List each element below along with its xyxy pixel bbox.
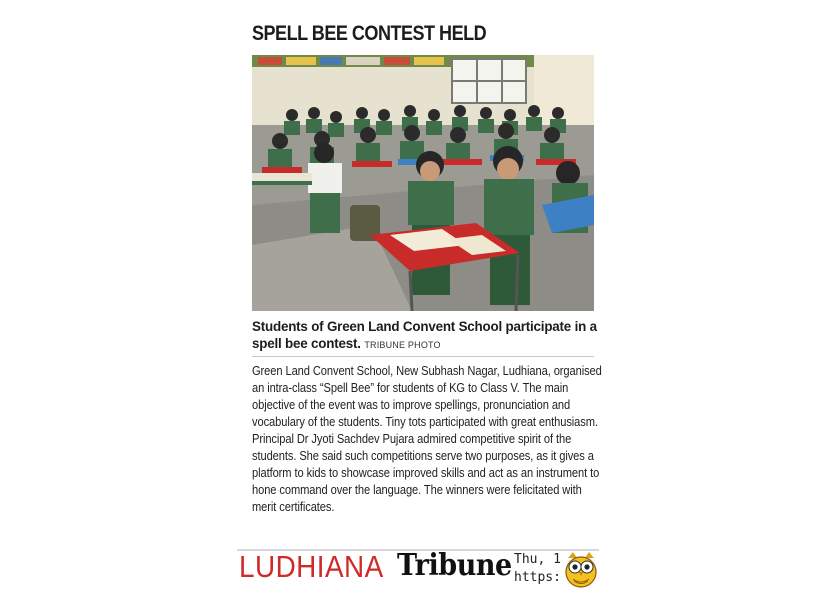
caption-divider (252, 356, 594, 357)
caption-text: Students of Green Land Convent School participate in a spell bee contest. (252, 319, 597, 351)
masthead-city: LUDHIANA (239, 549, 384, 584)
timestamp-stamp (514, 551, 561, 587)
stamp-line-1: Thu, 1 (514, 552, 561, 567)
photo-credit: TRIBUNE PHOTO (364, 340, 441, 350)
classroom-photo (252, 55, 594, 311)
photo-caption (252, 318, 597, 354)
article-body: Green Land Convent School, New Subhash Nagar, Ludhiana, organised an intra-class “Spell Bee” for students of KG to Class V. The main objective of the event was to improve spellings, pronunciation and vocabulary of the students. Tiny tots participated with great enthusiasm. Principal Dr Jyoti Sachdev Pujara admired competitive spirit of the students. She said such competitions serve two purposes, as it gives a platform to kids to showcase improved skills and act as an instrument to hone command over the language. The winners were felicitated with merit certificates. (252, 363, 602, 515)
stamp-line-2: https: (514, 570, 561, 585)
headline: SPELL BEE CONTEST HELD (252, 22, 487, 45)
owl-icon (564, 550, 598, 588)
masthead-paper-name: Tribune (397, 548, 512, 583)
